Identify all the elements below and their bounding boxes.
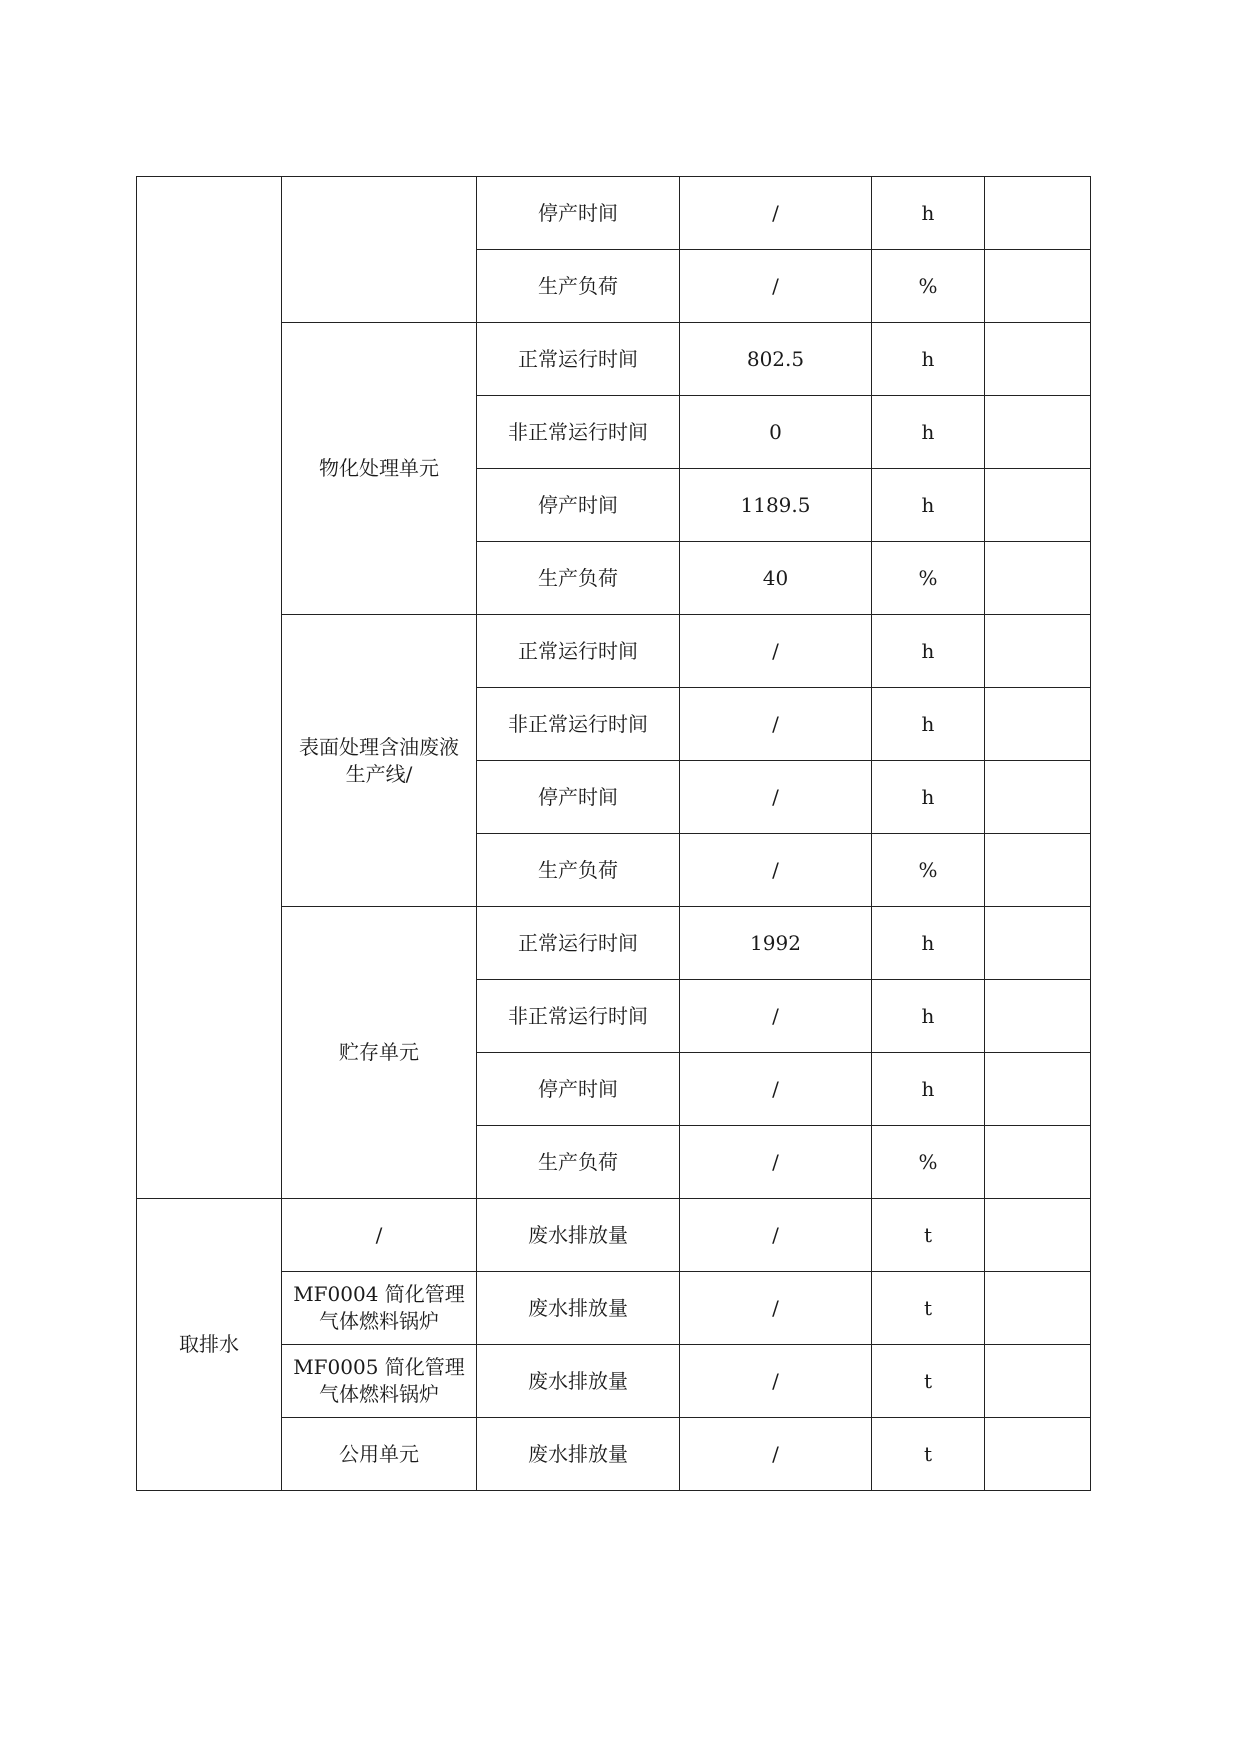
item-label-cell: 停产时间 bbox=[477, 177, 680, 250]
unit-name-line: 气体燃料锅炉 bbox=[319, 1382, 439, 1406]
item-label-cell: 废水排放量 bbox=[477, 1345, 680, 1418]
item-value-cell: / bbox=[680, 177, 872, 250]
unit-name-cell bbox=[282, 1418, 477, 1491]
unit-name-line: 生产线/ bbox=[345, 761, 413, 786]
item-unit-cell: % bbox=[872, 542, 985, 615]
item-label-cell: 生产负荷 bbox=[477, 250, 680, 323]
item-unit-cell: h bbox=[872, 177, 985, 250]
item-label-cell: 停产时间 bbox=[477, 761, 680, 834]
item-label-cell: 正常运行时间 bbox=[477, 323, 680, 396]
operation-data-table bbox=[136, 176, 1091, 1491]
unit-name-cell bbox=[282, 323, 477, 615]
item-label-cell: 正常运行时间 bbox=[477, 907, 680, 980]
item-unit-cell: % bbox=[872, 250, 985, 323]
item-value-cell: 802.5 bbox=[680, 323, 872, 396]
item-unit-cell: t bbox=[872, 1199, 985, 1272]
item-value-cell: 40 bbox=[680, 542, 872, 615]
unit-name-cell bbox=[282, 615, 477, 907]
item-remark-cell bbox=[985, 688, 1091, 761]
item-value-cell: / bbox=[680, 1126, 872, 1199]
item-remark-cell bbox=[985, 615, 1091, 688]
item-label-cell: 生产负荷 bbox=[477, 542, 680, 615]
item-remark-cell bbox=[985, 396, 1091, 469]
item-remark-cell bbox=[985, 907, 1091, 980]
item-remark-cell bbox=[985, 1272, 1091, 1345]
table-row bbox=[137, 1199, 1091, 1272]
unit-name-line: MF0004 简化管理 bbox=[293, 1282, 465, 1306]
item-unit-cell: % bbox=[872, 1126, 985, 1199]
item-value-cell: / bbox=[680, 761, 872, 834]
item-label-cell: 废水排放量 bbox=[477, 1199, 680, 1272]
item-unit-cell: t bbox=[872, 1272, 985, 1345]
item-value-cell: / bbox=[680, 834, 872, 907]
item-unit-cell: h bbox=[872, 1053, 985, 1126]
item-value-cell: / bbox=[680, 1345, 872, 1418]
item-value-cell: / bbox=[680, 980, 872, 1053]
item-label-cell: 非正常运行时间 bbox=[477, 980, 680, 1053]
item-remark-cell bbox=[985, 1053, 1091, 1126]
item-label-cell: 非正常运行时间 bbox=[477, 396, 680, 469]
item-remark-cell bbox=[985, 761, 1091, 834]
item-label-cell: 停产时间 bbox=[477, 1053, 680, 1126]
item-value-cell: 0 bbox=[680, 396, 872, 469]
item-value-cell: / bbox=[680, 615, 872, 688]
item-unit-cell: h bbox=[872, 980, 985, 1053]
unit-name-cell bbox=[282, 177, 477, 323]
item-value-cell: / bbox=[680, 250, 872, 323]
item-unit-cell: h bbox=[872, 323, 985, 396]
item-value-cell: 1992 bbox=[680, 907, 872, 980]
item-label-cell: 生产负荷 bbox=[477, 834, 680, 907]
item-value-cell: 1189.5 bbox=[680, 469, 872, 542]
table-row bbox=[137, 177, 1091, 250]
item-remark-cell bbox=[985, 177, 1091, 250]
item-unit-cell: h bbox=[872, 688, 985, 761]
item-unit-cell: h bbox=[872, 615, 985, 688]
item-remark-cell bbox=[985, 1199, 1091, 1272]
item-remark-cell bbox=[985, 542, 1091, 615]
item-label-cell: 正常运行时间 bbox=[477, 615, 680, 688]
item-value-cell: / bbox=[680, 1053, 872, 1126]
unit-name-line: MF0005 简化管理 bbox=[293, 1355, 465, 1379]
item-label-cell: 停产时间 bbox=[477, 469, 680, 542]
unit-name-line: 公用单元 bbox=[339, 1441, 419, 1466]
item-remark-cell bbox=[985, 980, 1091, 1053]
unit-name-line: 表面处理含油废液 bbox=[299, 734, 459, 759]
item-label-cell: 生产负荷 bbox=[477, 1126, 680, 1199]
item-unit-cell: h bbox=[872, 907, 985, 980]
unit-name-line: 贮存单元 bbox=[339, 1040, 419, 1064]
item-label-cell: 废水排放量 bbox=[477, 1272, 680, 1345]
item-remark-cell bbox=[985, 323, 1091, 396]
item-label-cell: 废水排放量 bbox=[477, 1418, 680, 1491]
item-label-cell: 非正常运行时间 bbox=[477, 688, 680, 761]
unit-name-line: 物化处理单元 bbox=[319, 456, 439, 480]
item-remark-cell bbox=[985, 834, 1091, 907]
item-unit-cell: % bbox=[872, 834, 985, 907]
item-value-cell: / bbox=[680, 688, 872, 761]
item-value-cell: / bbox=[680, 1418, 872, 1491]
item-remark-cell bbox=[985, 469, 1091, 542]
unit-name-line: 气体燃料锅炉 bbox=[319, 1309, 439, 1333]
item-value-cell: / bbox=[680, 1272, 872, 1345]
item-remark-cell bbox=[985, 1126, 1091, 1199]
item-remark-cell bbox=[985, 1418, 1091, 1491]
item-unit-cell: h bbox=[872, 761, 985, 834]
table-body bbox=[137, 177, 1091, 1491]
item-remark-cell bbox=[985, 1345, 1091, 1418]
category-cell bbox=[137, 177, 282, 1199]
item-unit-cell: t bbox=[872, 1418, 985, 1491]
unit-name-cell bbox=[282, 1345, 477, 1418]
unit-name-cell bbox=[282, 907, 477, 1199]
item-remark-cell bbox=[985, 250, 1091, 323]
item-unit-cell: h bbox=[872, 396, 985, 469]
item-unit-cell: h bbox=[872, 469, 985, 542]
unit-name-cell bbox=[282, 1199, 477, 1272]
item-unit-cell: t bbox=[872, 1345, 985, 1418]
unit-name-cell bbox=[282, 1272, 477, 1345]
item-value-cell: / bbox=[680, 1199, 872, 1272]
unit-name-line: / bbox=[375, 1222, 383, 1247]
category-cell: 取排水 bbox=[137, 1199, 282, 1491]
